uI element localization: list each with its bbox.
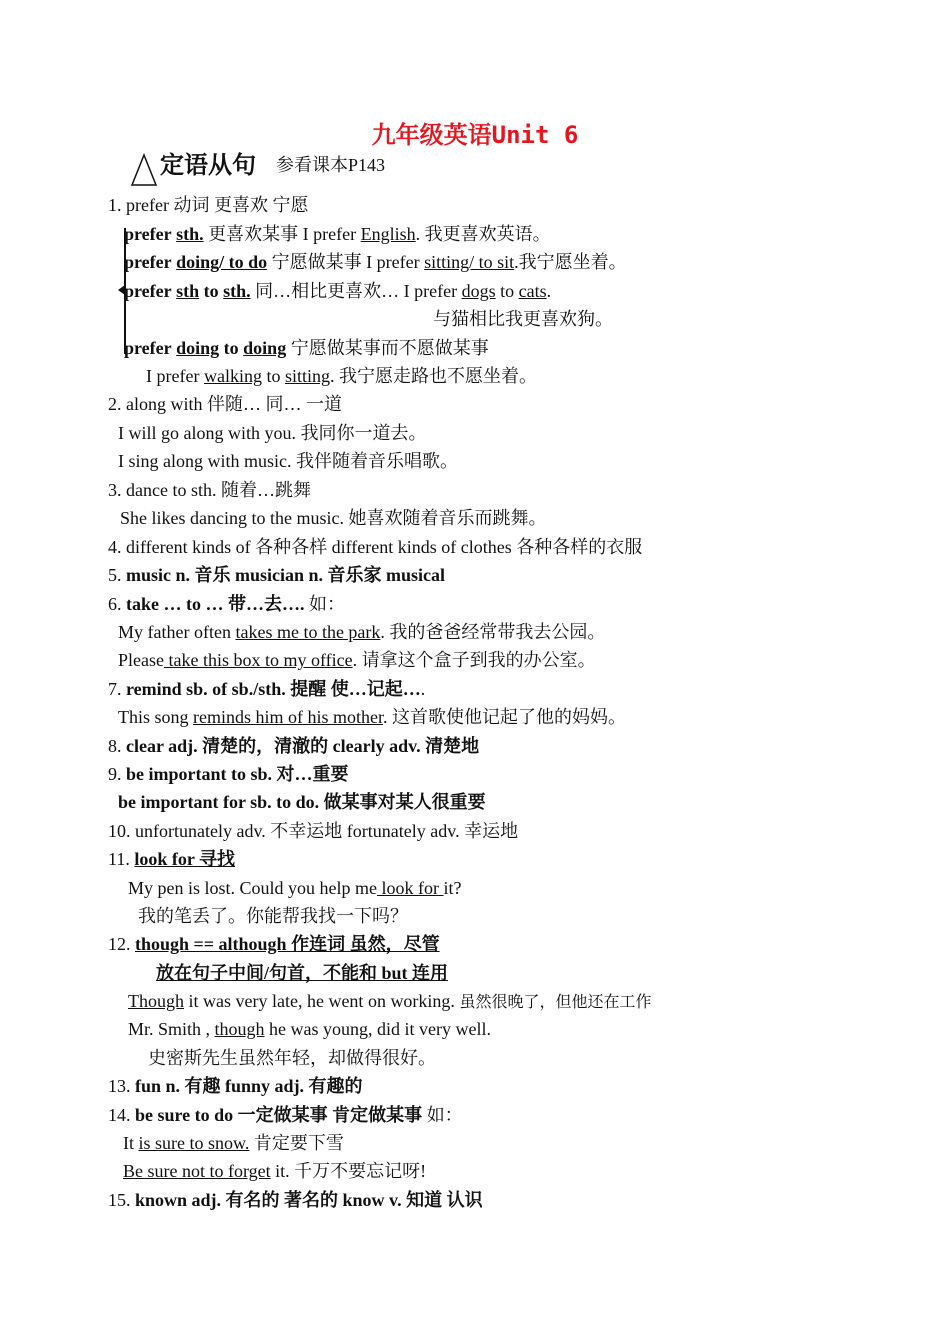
item-9-heading: 9. be important to sb. 对…重要 [108, 764, 349, 784]
triangle-icon [130, 153, 158, 187]
item-7-heading: 7. remind sb. of sb./sth. 提醒 使…记起…. [108, 679, 426, 699]
item-4-heading: 4. different kinds of 各种各样 different kinds of clothes 各种各样的衣服 [108, 537, 643, 557]
item-5-heading: 5. music n. 音乐 musician n. 音乐家 musical [108, 565, 446, 585]
item-12-example-2-translation: 史密斯先生虽然年轻，却做得很好。 [148, 1048, 436, 1068]
item-3-example-1: She likes dancing to the music. 她喜欢随着音乐而跳舞。 [120, 508, 547, 528]
item-14-example-1: It is sure to snow. 肯定要下雪 [123, 1133, 344, 1153]
page-title: 九年级英语Unit 6 [371, 121, 579, 149]
item-15-heading: 15. known adj. 有名的 著名的 know v. 知道 认识 [108, 1190, 483, 1210]
item-7-example-1: This song reminds him of his mother. 这首歌使他记起了他的妈妈。 [118, 707, 626, 727]
item-8-heading: 8. clear adj. 清楚的，清澈的 clearly adv. 清楚地 [108, 736, 480, 756]
item-2-example-1: I will go along with you. 我同你一道去。 [118, 423, 427, 443]
item-13-heading: 13. fun n. 有趣 funny adj. 有趣的 [108, 1076, 363, 1096]
item-1-line-c: prefer sth to sth. 同…相比更喜欢… I prefer dogs to cats. [124, 281, 552, 301]
item-11-example-1-translation: 我的笔丢了。你能帮我找一下吗？ [138, 906, 408, 926]
item-1-line-c-translation: 与猫相比我更喜欢狗。 [433, 309, 613, 329]
item-14-example-2: Be sure not to forget it. 千万不要忘记呀! [123, 1161, 427, 1181]
item-11-heading: 11. look for 寻找 [108, 849, 236, 869]
item-6-example-2: Please take this box to my office. 请拿这个盒子到我的办公室。 [118, 650, 596, 670]
item-1-heading: 1. prefer 动词 更喜欢 宁愿 [108, 195, 309, 215]
item-3-heading: 3. dance to sth. 随着…跳舞 [108, 480, 311, 500]
item-12-example-1: Though it was very late, he went on working. 虽然很晚了，但他还在工作 [128, 991, 652, 1011]
item-11-example-1: My pen is lost. Could you help me look for it? [128, 878, 462, 898]
item-6-heading: 6. take … to … 带…去…. 如： [108, 594, 345, 614]
item-2-example-2: I sing along with music. 我伴随着音乐唱歌。 [118, 451, 458, 471]
item-1-line-a: prefer sth. 更喜欢某事 I prefer English. 我更喜欢英语。 [124, 224, 551, 244]
item-9-line-2: be important for sb. to do. 做某事对某人很重要 [118, 792, 486, 812]
item-1-line-d: prefer doing to doing 宁愿做某事而不愿做某事 [124, 338, 489, 358]
item-12-example-2: Mr. Smith , though he was young, did it very well. [128, 1019, 492, 1039]
subtitle-main: 定语从句 [160, 153, 256, 179]
item-6-example-1: My father often takes me to the park. 我的爸爸经常带我去公园。 [118, 622, 606, 642]
subtitle-note: 参看课本P143 [276, 155, 386, 175]
item-12-heading: 12. though == although 作连词 虽然，尽管 [108, 934, 440, 954]
item-10-heading: 10. unfortunately adv. 不幸运地 fortunately adv. 幸运地 [108, 821, 519, 841]
item-1-line-e: I prefer walking to sitting. 我宁愿走路也不愿坐着。 [146, 366, 537, 386]
item-2-heading: 2. along with 伴随… 同… 一道 [108, 394, 342, 414]
item-14-heading: 14. be sure to do 一定做某事 肯定做某事 如： [108, 1105, 463, 1125]
item-12-note: 放在句子中间/句首，不能和 but 连用 [156, 963, 449, 983]
item-1-line-b: prefer doing/ to do 宁愿做某事 I prefer sitting/ to sit.我宁愿坐着。 [124, 252, 627, 272]
